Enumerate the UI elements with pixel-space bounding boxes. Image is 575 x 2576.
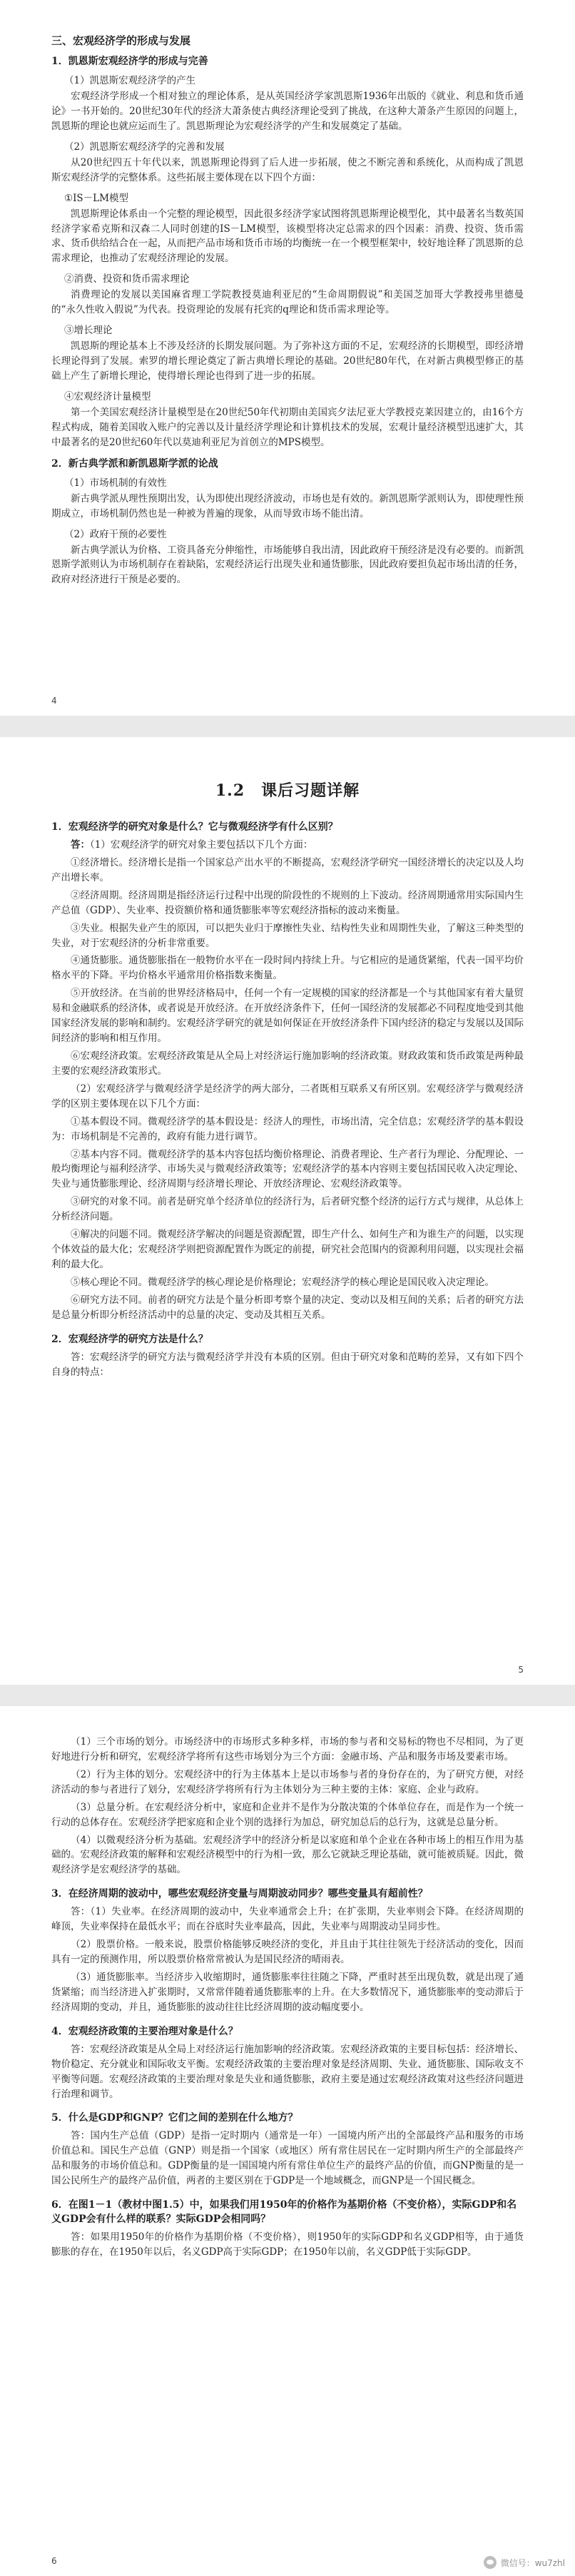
item-heading: （2）凯恩斯宏观经济学的完善和发展	[64, 141, 225, 153]
question-heading: 3．在经济周期的波动中，哪些宏观经济变量与周期波动同步？哪些变量具有超前性？	[51, 1888, 428, 1900]
paragraph: （2）行为主体的划分。宏观经济中的行为主体基本上是以市场参与者的身份存在的，为了研究方便，对经济活动的参与者进行了划分，宏观经济学将所有行为主体划分为三种主要的主体：家庭、企业与政府。	[51, 1768, 524, 1795]
paragraph: ①基本假设不同。微观经济学的基本假设是：经济人的理性，市场出清，完全信息；宏观经济学的基本假设为：市场机制是不完善的，政府有能力进行调节。	[51, 1115, 524, 1142]
paragraph: （1）三个市场的划分。市场经济中的市场形式多种多样，市场的参与者和交易标的物也不尽相同，为了更好地进行分析和研究，宏观经济学将所有这些市场划分为三个方面：金融市场、产品和服务市场及要素市场。	[51, 1736, 524, 1763]
paragraph: ⑤开放经济。在当前的世界经济格局中，任何一个有一定规模的国家的经济都是一个与其他国家有着大量贸易和金融联系的经济体，或者说是开放经济。在开放经济条件下，任何一国经济的发展都必不同程度地受到其他国家经济发展的影响和制约。宏观经济学研究的就是如何保证在开放经济条件下国内经济的稳定与发展以及国际间经济的影响和相互作用。	[51, 988, 524, 1045]
subsection-title: 1．凯恩斯宏观经济学的形成与完善	[51, 56, 208, 67]
paragraph: ④通货膨胀。通货膨胀指在一般物价水平在一段时间内持续上升。与它相应的是通货紧缩，代表一国平均价格水平的下降。平均价格水平通常用价格指数来衡量。	[51, 955, 524, 982]
paragraph: ⑤核心理论不同。微观经济学的核心理论是价格理论；宏观经济学的核心理论是国民收入决定理论。	[71, 1276, 494, 1288]
paragraph: 凯恩斯理论体系由一个完整的理论模型，因此很多经济学家试图将凯恩斯理论模型化，其中最著名当数英国经济学家希克斯和汉森二人同时创建的IS－LM模型，该模型将决定总需求的四个因素：消费、投资、货币需求、货币供给结合在一起，从而把产品市场和货币市场的均衡统一在一个模型框架中，较好地诠释了凯恩斯的总需求理论，也推动了宏观经济理论的发展。	[51, 208, 524, 265]
item-heading: ③增长理论	[64, 325, 113, 337]
paragraph: ⑥研究方法不同。前者的研究方法是个量分析即考察个量的决定、变动以及相互间的关系；后者的研究方法是总量分析即分析经济活动中的总量的决定、变动及其相互关系。	[51, 1294, 524, 1321]
paragraph: （2）股票价格。一般来说，股票价格能够反映经济的变化，并且由于其往往领先于经济活动的变化，因而具有一定的预测作用，所以股票价格常常被认为是国民经济的晴雨表。	[51, 1939, 524, 1966]
paragraph: 第一个美国宏观经济计量模型是在20世纪50年代初期由美国宾夕法尼亚大学教授克莱因建立的，由16个方程式构成，随着美国收入账户的完善以及计量经济学理论和计算机技术的发展，宏观计量经济模型迅速扩大，其中最著名的是20世纪60年代以莫迪利亚尼为首创立的MPS模型。	[51, 406, 524, 448]
page-3	[0, 1706, 575, 2576]
paragraph: ⑥宏观经济政策。宏观经济政策是从全局上对经济运行施加影响的经济政策。财政政策和货币政策是两种最主要的宏观经济政策形式。	[51, 1050, 524, 1077]
question-heading: 6．在图1－1（教材中图1.5）中，如果我们用1950年的价格作为基期价格（不变价格），实际GDP和名义GDP会有什么样的联系？实际GDP会相同吗？	[51, 2199, 517, 2226]
page-number: 4	[51, 696, 57, 706]
page-number: 5	[518, 1665, 524, 1675]
section-title: 三、宏观经济学的形成与发展	[51, 34, 191, 47]
paragraph: 消费理论的发展以美国麻省理工学院教授莫迪利亚尼的“生命周期假说”和美国芝加哥大学教授弗里德曼的“永久性收入假说”为代表。投资理论的发展有托宾的q理论和货币需求理论等。	[51, 289, 524, 316]
answer-label: 答：	[71, 839, 90, 851]
paragraph: ②基本内容不同。微观经济学的基本内容包括均衡价格理论、消费者理论、生产者行为理论、分配理论、一般均衡理论与福利经济学、市场失灵与微观经济政策等；宏观经济学的基本内容则主要包括国民收入决定理论、失业与通货膨胀理论、经济周期与经济增长理论、开放经济理论、宏观经济政策等。	[51, 1148, 524, 1190]
item-heading: ②消费、投资和货币需求理论	[64, 273, 190, 285]
answer-text: （1）宏观经济学的研究对象主要包括以下几个方面：	[90, 839, 313, 851]
item-heading: ①IS－LM模型	[64, 192, 128, 204]
paragraph: 凯恩斯的理论基本上不涉及经济的长期发展问题。为了弥补这方面的不足，宏观经济的长期模型，即经济增长理论得到了发展。索罗的增长理论奠定了新古典增长理论的基础。20世纪80年代，在对新古典模型修正的基础上产生了新增长理论，使得增长理论也得到了进一步的拓展。	[51, 340, 524, 382]
paragraph: ④解决的问题不同。微观经济学解决的问题是资源配置，即生产什么、如何生产和为谁生产的问题，以实现个体效益的最大化；宏观经济学则把资源配置作为既定的前提，研究社会范围内的资源利用问题，以实现社会福利的最大化。	[51, 1229, 524, 1270]
subsection-title: 2．新古典学派和新凯恩斯学派的论战	[51, 457, 218, 470]
question-heading: 5．什么是GDP和GNP？它们之间的差别在什么地方？	[51, 2112, 298, 2124]
paragraph: 答：如果用1950年的价格作为基期价格（不变价格），则1950年的实际GDP和名义GDP相等，由于通货膨胀的存在，在1950年以后，名义GDP高于实际GDP；在1950年以前，名义GDP低于实际GDP。	[51, 2231, 524, 2258]
page-2	[0, 737, 575, 1685]
wechat-icon	[484, 2556, 497, 2569]
page-number: 6	[51, 2556, 57, 2566]
watermark	[484, 2556, 565, 2569]
paragraph: ①经济增长。经济增长是指一个国家总产出水平的不断提高，宏观经济学研究一国经济增长的决定以及人均产出增长率。	[51, 856, 524, 883]
paragraph: ②经济周期。经济周期是指经济运行过程中出现的阶段性的不规则的上下波动。经济周期通常用实际国内生产总值（GDP）、失业率、投资额价格和通货膨胀率等宏观经济指标的波动来衡量。	[51, 889, 524, 916]
item-heading: （1）凯恩斯宏观经济学的产生	[64, 75, 196, 86]
page-1	[0, 0, 575, 716]
paragraph: 宏观经济学形成一个相对独立的理论体系，是从英国经济学家凯恩斯1936年出版的《就业、利息和货币通论》一书开始的。20世纪30年代的经济大萧条使古典经济理论受到了挑战，在这种大萧条产生原因的问题上，凯恩斯的理论也就应运而生了。凯恩斯理论为宏观经济学的产生和发展奠定了基础。	[51, 91, 524, 132]
item-heading: （2）政府干预的必要性	[64, 528, 167, 540]
question-heading: 2．宏观经济学的研究方法是什么？	[51, 1333, 208, 1345]
watermark-text: 微信号：wu7zhl	[500, 2557, 565, 2568]
paragraph	[51, 838, 524, 853]
paragraph: 新古典学派认为价格、工资具备充分伸缩性，市场能够自我出清，因此政府干预经济是没有必要的。而新凯恩斯学派则认为市场机制存在着缺陷，宏观经济运行出现失业和通货膨胀，因此政府要担负起市场出清的任务，政府对经济进行干预是必要的。	[51, 544, 524, 586]
paragraph: 答：国内生产总值（GDP）是指一定时期内（通常是一年）一国境内所产出的全部最终产品和服务的市场价值总和。国民生产总值（GNP）则是指一个国家（或地区）所有常住居民在一定时期内所生产的全部最终产品和服务的市场价值总和。GDP衡量的是一国国境内所有常住单位生产的最终产品的价值，而GNP衡量的是一国公民所生产的最终产品价值，两者的主要区别在于GDP是一个地域概念，而GNP是一个国民概念。	[51, 2130, 524, 2187]
paragraph: ③失业。根据失业产生的原因，可以把失业归于摩擦性失业、结构性失业和周期性失业，了解这三种类型的失业，对于宏观经济的分析非常重要。	[51, 922, 524, 949]
item-heading: ④宏观经济计量模型	[64, 390, 151, 402]
paragraph: 答：（1）失业率。在经济周期的波动中，失业率通常会上升；在扩张期，失业率则会下降。在经济周期的峰顶，失业率保持在最低水平；而在谷底时失业率最高，因此，失业率与周期波动呈同步性。	[51, 1906, 524, 1933]
paragraph: （3）总量分析。在宏观经济分析中，家庭和企业并不是作为分散决策的个体单位存在，而是作为一个统一行动的总体存在。宏观经济学把家庭和企业个别的选择行为加总，研究加总后的总行为，这就是总量分析。	[51, 1801, 524, 1828]
paragraph: （3）通货膨胀率。当经济步入收缩期时，通货膨胀率往往随之下降，严重时甚至出现负数，就是出现了通货紧缩；而当经济进入扩张期时，又常常伴随着通货膨胀率的上升。在大多数情况下，通货膨胀率的变动滞后于经济周期的变动，并且，通货膨胀的波动往往比经济周期的波动幅度要小。	[51, 1971, 524, 2013]
paragraph: ③研究的对象不同。前者是研究单个经济单位的经济行为，后者研究整个经济的运行方式与规律，从总体上分析经济问题。	[51, 1196, 524, 1223]
paragraph: 从20世纪四五十年代以来，凯恩斯理论得到了后人进一步拓展，使之不断完善和系统化，从而构成了凯恩斯宏观经济学的完整体系。这些拓展主要体现在以下四个方面：	[51, 156, 524, 183]
question-heading: 4．宏观经济政策的主要治理对象是什么？	[51, 2025, 238, 2037]
paragraph: 新古典学派从理性预期出发，认为即使出现经济波动，市场也是有效的。新凯恩斯学派则认为，即使理性预期成立，市场机制仍然也是一种被为普遍的现象，从而导致市场不能出清。	[51, 492, 524, 519]
paragraph: （4）以微观经济分析为基础。宏观经济学中的经济分析是以家庭和单个企业在各种市场上的相互作用为基础的。宏观经济政策的解释和宏观经济模型中的行为相一致，那么它就缺乏理论基础，就可能被质疑。因此，微观经济学是宏观经济学的基础。	[51, 1834, 524, 1876]
question-heading: 1．宏观经济学的研究对象是什么？它与微观经济学有什么区别？	[51, 821, 338, 833]
paragraph: （2）宏观经济学与微观经济学是经济学的两大部分，二者既相互联系又有所区别。宏观经济学与微观经济学的区别主要体现在以下几个方面：	[51, 1082, 524, 1110]
paragraph: 答：宏观经济学的研究方法与微观经济学并没有本质的区别。但由于研究对象和范畴的差异，又有如下四个自身的特点：	[51, 1351, 524, 1378]
item-heading: （1）市场机制的有效性	[64, 477, 167, 489]
chapter-title: 1.2 课后习题详解	[215, 781, 360, 800]
paragraph: 答：宏观经济政策是从全局上对经济运行施加影响的经济政策。宏观经济政策的主要目标包括：经济增长、物价稳定、充分就业和国际收支平衡。宏观经济政策的主要治理对象是经济周期、失业、通货膨胀、国际收支不平衡等问题。宏观经济政策的主要治理对象是失业和通货膨胀，政府主要是通过宏观经济政策对这些经济问题进行治理和调节。	[51, 2043, 524, 2100]
